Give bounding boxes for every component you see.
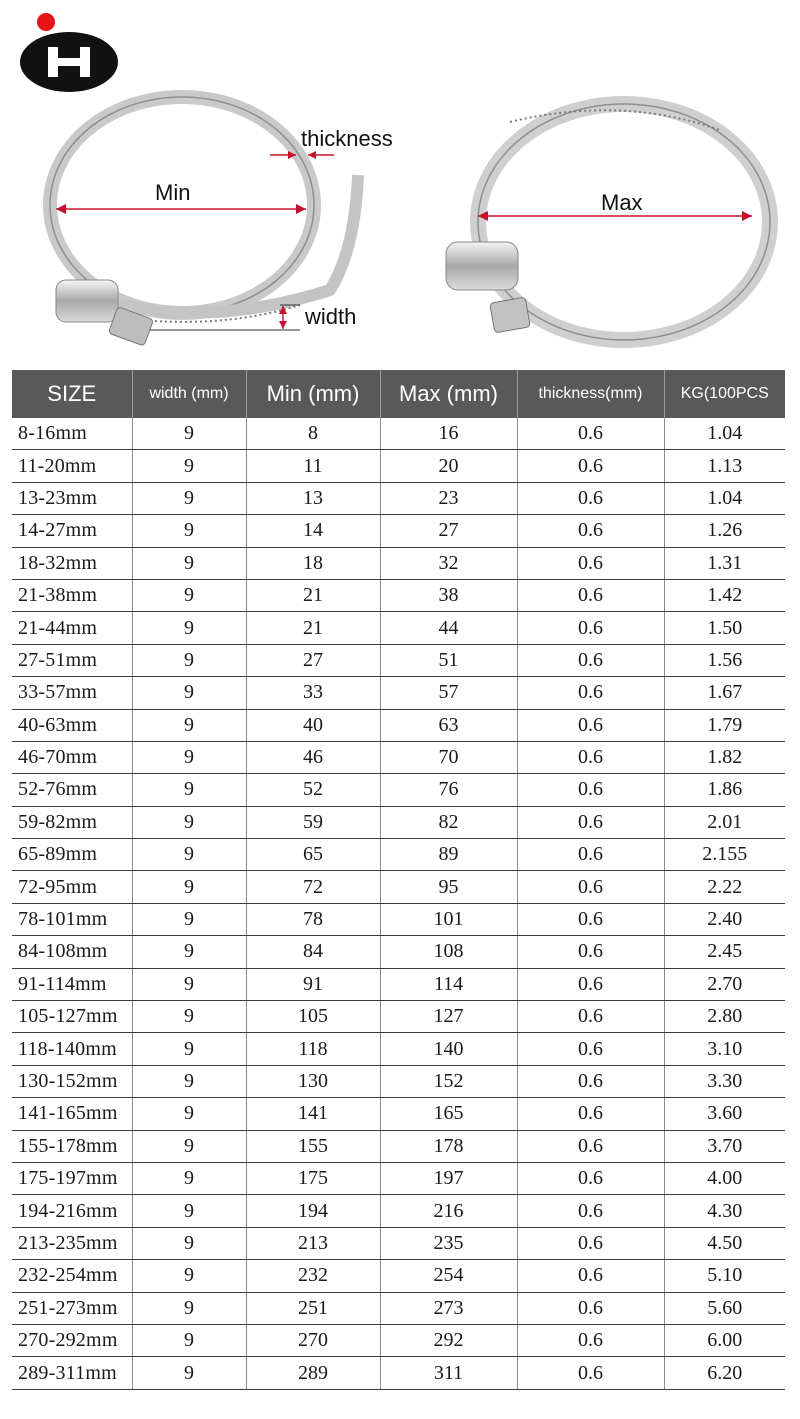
thickness-cell: 0.6	[517, 1065, 664, 1097]
min-cell: 251	[246, 1292, 380, 1324]
max-cell: 235	[380, 1227, 517, 1259]
min-cell: 27	[246, 644, 380, 676]
width-cell: 9	[132, 774, 246, 806]
kg-cell: 1.13	[664, 450, 785, 482]
min-cell: 213	[246, 1227, 380, 1259]
min-cell: 52	[246, 774, 380, 806]
width-cell: 9	[132, 612, 246, 644]
max-cell: 178	[380, 1130, 517, 1162]
width-cell: 9	[132, 1001, 246, 1033]
min-cell: 8	[246, 418, 380, 450]
size-cell: 21-44mm	[12, 612, 132, 644]
thickness-cell: 0.6	[517, 644, 664, 676]
kg-cell: 2.01	[664, 806, 785, 838]
max-cell: 57	[380, 677, 517, 709]
width-cell: 9	[132, 968, 246, 1000]
max-cell: 89	[380, 839, 517, 871]
kg-cell: 4.50	[664, 1227, 785, 1259]
min-cell: 289	[246, 1357, 380, 1389]
kg-cell: 5.10	[664, 1260, 785, 1292]
width-cell: 9	[132, 1227, 246, 1259]
kg-cell: 1.50	[664, 612, 785, 644]
thickness-cell: 0.6	[517, 1162, 664, 1194]
thickness-cell: 0.6	[517, 677, 664, 709]
width-cell: 9	[132, 806, 246, 838]
width-cell: 9	[132, 418, 246, 450]
thickness-cell: 0.6	[517, 450, 664, 482]
size-cell: 213-235mm	[12, 1227, 132, 1259]
min-cell: 91	[246, 968, 380, 1000]
kg-cell: 1.79	[664, 709, 785, 741]
size-cell: 194-216mm	[12, 1195, 132, 1227]
thickness-cell: 0.6	[517, 1033, 664, 1065]
max-cell: 197	[380, 1162, 517, 1194]
thickness-cell: 0.6	[517, 1260, 664, 1292]
thickness-cell: 0.6	[517, 515, 664, 547]
thickness-cell: 0.6	[517, 741, 664, 773]
width-cell: 9	[132, 1292, 246, 1324]
size-cell: 270-292mm	[12, 1324, 132, 1356]
table-row	[12, 1098, 785, 1130]
max-cell: 101	[380, 903, 517, 935]
max-cell: 38	[380, 579, 517, 611]
table-header-row	[12, 370, 785, 418]
width-cell: 9	[132, 644, 246, 676]
width-cell: 9	[132, 1324, 246, 1356]
max-cell: 23	[380, 482, 517, 514]
thickness-cell: 0.6	[517, 774, 664, 806]
kg-cell: 2.45	[664, 936, 785, 968]
table-row	[12, 709, 785, 741]
table-row	[12, 774, 785, 806]
thickness-cell: 0.6	[517, 839, 664, 871]
table-row	[12, 1065, 785, 1097]
table-row	[12, 741, 785, 773]
table-row	[12, 903, 785, 935]
table-row	[12, 839, 785, 871]
width-cell: 9	[132, 482, 246, 514]
max-cell: 63	[380, 709, 517, 741]
thickness-cell: 0.6	[517, 936, 664, 968]
min-cell: 21	[246, 579, 380, 611]
kg-cell: 2.80	[664, 1001, 785, 1033]
width-cell: 9	[132, 677, 246, 709]
size-cell: 118-140mm	[12, 1033, 132, 1065]
min-cell: 155	[246, 1130, 380, 1162]
thickness-cell: 0.6	[517, 418, 664, 450]
table-row	[12, 515, 785, 547]
table-row	[12, 1260, 785, 1292]
size-cell: 33-57mm	[12, 677, 132, 709]
size-cell: 13-23mm	[12, 482, 132, 514]
max-cell: 114	[380, 968, 517, 1000]
size-cell: 59-82mm	[12, 806, 132, 838]
width-cell: 9	[132, 839, 246, 871]
width-cell: 9	[132, 515, 246, 547]
table-row	[12, 612, 785, 644]
size-cell: 52-76mm	[12, 774, 132, 806]
thickness-cell: 0.6	[517, 871, 664, 903]
width-cell: 9	[132, 936, 246, 968]
width-cell: 9	[132, 1130, 246, 1162]
table-row	[12, 1001, 785, 1033]
table-row	[12, 1033, 785, 1065]
thickness-cell: 0.6	[517, 1324, 664, 1356]
header-min: Min (mm)	[246, 370, 380, 418]
header-kg: KG(100PCS	[664, 370, 785, 418]
width-cell: 9	[132, 1065, 246, 1097]
kg-cell: 1.26	[664, 515, 785, 547]
size-cell: 289-311mm	[12, 1357, 132, 1389]
thickness-label: thickness	[301, 126, 393, 151]
table-row	[12, 936, 785, 968]
max-cell: 152	[380, 1065, 517, 1097]
header-thickness: thickness(mm)	[517, 370, 664, 418]
thickness-cell: 0.6	[517, 1195, 664, 1227]
size-cell: 78-101mm	[12, 903, 132, 935]
table-row	[12, 547, 785, 579]
width-cell: 9	[132, 547, 246, 579]
spec-table	[12, 370, 785, 1390]
size-cell: 65-89mm	[12, 839, 132, 871]
max-cell: 292	[380, 1324, 517, 1356]
min-cell: 175	[246, 1162, 380, 1194]
hose-clamp-illustration	[0, 0, 800, 360]
clamp-max-image	[446, 104, 770, 340]
size-cell: 72-95mm	[12, 871, 132, 903]
size-cell: 18-32mm	[12, 547, 132, 579]
max-cell: 20	[380, 450, 517, 482]
max-cell: 108	[380, 936, 517, 968]
max-cell: 254	[380, 1260, 517, 1292]
min-cell: 105	[246, 1001, 380, 1033]
kg-cell: 1.42	[664, 579, 785, 611]
thickness-cell: 0.6	[517, 1227, 664, 1259]
kg-cell: 3.30	[664, 1065, 785, 1097]
product-diagram-area	[0, 0, 800, 360]
min-cell: 141	[246, 1098, 380, 1130]
max-cell: 273	[380, 1292, 517, 1324]
kg-cell: 1.56	[664, 644, 785, 676]
thickness-cell: 0.6	[517, 903, 664, 935]
thickness-cell: 0.6	[517, 1292, 664, 1324]
size-cell: 11-20mm	[12, 450, 132, 482]
thickness-cell: 0.6	[517, 709, 664, 741]
thickness-cell: 0.6	[517, 1130, 664, 1162]
kg-cell: 1.04	[664, 418, 785, 450]
kg-cell: 1.82	[664, 741, 785, 773]
table-row	[12, 1357, 785, 1389]
min-cell: 13	[246, 482, 380, 514]
size-cell: 14-27mm	[12, 515, 132, 547]
kg-cell: 2.155	[664, 839, 785, 871]
table-row	[12, 1324, 785, 1356]
kg-cell: 1.04	[664, 482, 785, 514]
table-row	[12, 1195, 785, 1227]
kg-cell: 3.70	[664, 1130, 785, 1162]
table-row	[12, 1292, 785, 1324]
table-row	[12, 644, 785, 676]
table-row	[12, 450, 785, 482]
min-cell: 78	[246, 903, 380, 935]
kg-cell: 2.70	[664, 968, 785, 1000]
width-cell: 9	[132, 709, 246, 741]
width-cell: 9	[132, 741, 246, 773]
kg-cell: 4.00	[664, 1162, 785, 1194]
size-cell: 8-16mm	[12, 418, 132, 450]
min-cell: 11	[246, 450, 380, 482]
max-cell: 32	[380, 547, 517, 579]
max-cell: 16	[380, 418, 517, 450]
min-cell: 33	[246, 677, 380, 709]
size-cell: 130-152mm	[12, 1065, 132, 1097]
size-cell: 232-254mm	[12, 1260, 132, 1292]
kg-cell: 1.31	[664, 547, 785, 579]
table-row	[12, 482, 785, 514]
thickness-cell: 0.6	[517, 806, 664, 838]
min-cell: 65	[246, 839, 380, 871]
max-cell: 76	[380, 774, 517, 806]
size-cell: 27-51mm	[12, 644, 132, 676]
min-cell: 40	[246, 709, 380, 741]
max-cell: 95	[380, 871, 517, 903]
min-cell: 18	[246, 547, 380, 579]
width-cell: 9	[132, 1162, 246, 1194]
spec-table-body	[12, 418, 785, 1389]
thickness-cell: 0.6	[517, 1001, 664, 1033]
min-cell: 72	[246, 871, 380, 903]
thickness-cell: 0.6	[517, 612, 664, 644]
size-cell: 155-178mm	[12, 1130, 132, 1162]
kg-cell: 2.22	[664, 871, 785, 903]
kg-cell: 2.40	[664, 903, 785, 935]
kg-cell: 6.20	[664, 1357, 785, 1389]
thickness-cell: 0.6	[517, 1357, 664, 1389]
min-cell: 118	[246, 1033, 380, 1065]
max-cell: 140	[380, 1033, 517, 1065]
width-cell: 9	[132, 1195, 246, 1227]
kg-cell: 1.86	[664, 774, 785, 806]
thickness-cell: 0.6	[517, 547, 664, 579]
width-cell: 9	[132, 903, 246, 935]
table-row	[12, 806, 785, 838]
table-row	[12, 1162, 785, 1194]
min-cell: 130	[246, 1065, 380, 1097]
width-cell: 9	[132, 1033, 246, 1065]
kg-cell: 6.00	[664, 1324, 785, 1356]
max-cell: 165	[380, 1098, 517, 1130]
kg-cell: 5.60	[664, 1292, 785, 1324]
width-cell: 9	[132, 579, 246, 611]
table-row	[12, 677, 785, 709]
thickness-cell: 0.6	[517, 968, 664, 1000]
min-cell: 194	[246, 1195, 380, 1227]
max-cell: 51	[380, 644, 517, 676]
size-cell: 21-38mm	[12, 579, 132, 611]
kg-cell: 3.10	[664, 1033, 785, 1065]
max-label: Max	[601, 190, 643, 215]
table-row	[12, 579, 785, 611]
size-cell: 105-127mm	[12, 1001, 132, 1033]
size-cell: 40-63mm	[12, 709, 132, 741]
max-cell: 44	[380, 612, 517, 644]
min-cell: 21	[246, 612, 380, 644]
min-cell: 14	[246, 515, 380, 547]
width-cell: 9	[132, 450, 246, 482]
max-cell: 127	[380, 1001, 517, 1033]
width-cell: 9	[132, 1260, 246, 1292]
size-cell: 46-70mm	[12, 741, 132, 773]
header-max: Max (mm)	[380, 370, 517, 418]
max-cell: 27	[380, 515, 517, 547]
size-cell: 175-197mm	[12, 1162, 132, 1194]
min-cell: 232	[246, 1260, 380, 1292]
kg-cell: 1.67	[664, 677, 785, 709]
min-cell: 59	[246, 806, 380, 838]
header-size: SIZE	[12, 370, 132, 418]
min-cell: 84	[246, 936, 380, 968]
min-label: Min	[155, 180, 191, 205]
table-row	[12, 1227, 785, 1259]
size-cell: 251-273mm	[12, 1292, 132, 1324]
width-cell: 9	[132, 871, 246, 903]
kg-cell: 4.30	[664, 1195, 785, 1227]
width-cell: 9	[132, 1098, 246, 1130]
max-cell: 216	[380, 1195, 517, 1227]
table-row	[12, 418, 785, 450]
table-row	[12, 1130, 785, 1162]
max-cell: 311	[380, 1357, 517, 1389]
header-width: width (mm)	[132, 370, 246, 418]
table-row	[12, 968, 785, 1000]
table-row	[12, 871, 785, 903]
width-cell: 9	[132, 1357, 246, 1389]
max-cell: 70	[380, 741, 517, 773]
thickness-cell: 0.6	[517, 1098, 664, 1130]
thickness-cell: 0.6	[517, 579, 664, 611]
min-cell: 270	[246, 1324, 380, 1356]
size-cell: 141-165mm	[12, 1098, 132, 1130]
size-cell: 91-114mm	[12, 968, 132, 1000]
max-cell: 82	[380, 806, 517, 838]
min-cell: 46	[246, 741, 380, 773]
width-label: width	[305, 304, 357, 329]
kg-cell: 3.60	[664, 1098, 785, 1130]
size-cell: 84-108mm	[12, 936, 132, 968]
thickness-cell: 0.6	[517, 482, 664, 514]
